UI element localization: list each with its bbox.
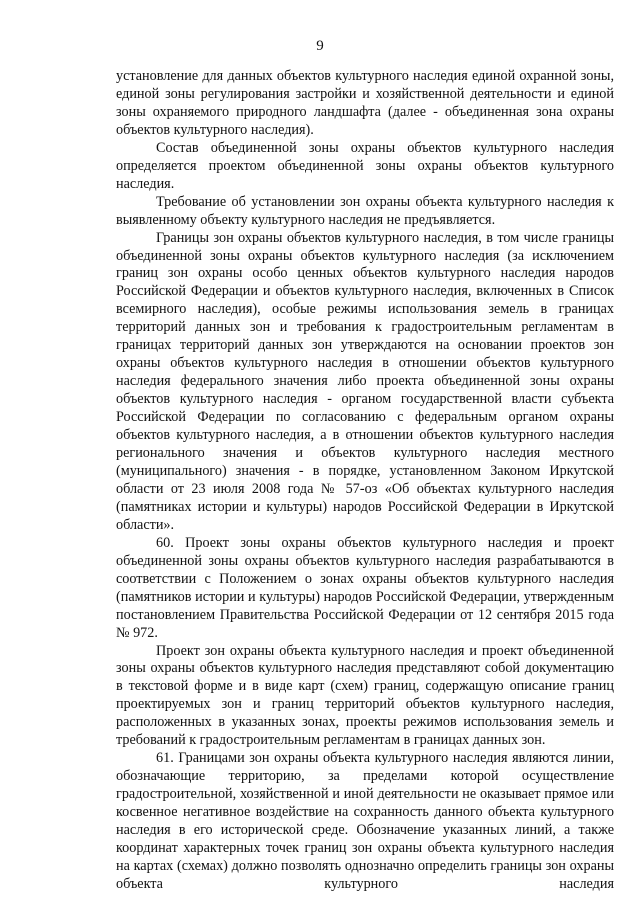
paragraph-61: 61. Границами зон охраны объекта культурного наследия являются линии, обозначающие территорию, за пределами которой осуществление градостроительной, хозяйственной и иной деятельности не оказывает прямое или косвенное негативное воздействие на сохранность данного объекта культурного наследия в его исторической среде. Обозначение указанных линий, а также координат характерных точек границ зон охраны объекта культурного наследия на картах (схемах) должно позволять однозначно определить границы зон охраны объекта культурного наследия xyxy=(116,750,614,892)
page-number: 9 xyxy=(316,38,324,54)
paragraph-60: 60. Проект зоны охраны объектов культурного наследия и проект объединенной зоны охраны объектов культурного наследия разрабатываются в соответствии с Положением о зонах охраны объектов культурного наследия (памятников истории и культуры) народов Российской Федерации, утвержденным постановлением Правительства Российской Федерации от 12 сентября 2015 года № 972. xyxy=(116,534,614,641)
paragraph: Состав объединенной зоны охраны объектов культурного наследия определяется проектом объединенной зоны охраны объектов культурного наследия. xyxy=(116,139,614,192)
paragraph: Границы зон охраны объектов культурного наследия, в том числе границы объединенной зоны охраны объектов культурного наследия (за исключением границ зон охраны особо ценных объектов культурного наследия народов Российской Федерации и объектов культурного наследия, включенных в Список всемирного наследия), особые режимы использования земель в границах территорий данных зон и требования к градостроительным регламентам в границах территорий данных зон утверждаются на основании проектов зон охраны объектов культурного наследия в отношении объектов культурного наследия федерального значения либо проекта объединенной зоны охраны объектов культурного наследия - органом государственной власти субъекта Российской Федерации по согласованию с федеральным органом охраны объектов культурного наследия, а в отношении объектов культурного наследия регионального значения и объектов культурного наследия местного (муниципального) значения - в порядке, установленном Законом Иркутской области от 23 июля 2008 года № 57-оз «Об объектах культурного наследия (памятниках истории и культуры) народов Российской Федерации в Иркутской области». xyxy=(116,229,614,533)
paragraph: Проект зон охраны объекта культурного наследия и проект объединенной зоны охраны объектов культурного наследия представляют собой документацию в текстовой форме и в виде карт (схем) границ, содержащую описание границ проектируемых зон и границ территорий объектов культурного наследия, расположенных в указанных зонах, проекты режимов использования земель и требований к градостроительным регламентам в границах данных зон. xyxy=(116,642,614,749)
paragraph-continuation: установление для данных объектов культурного наследия единой охранной зоны, единой зоны регулирования застройки и хозяйственной деятельности и единой зоны охраняемого природного ландшафта (далее - объединенная зона охраны объектов культурного наследия). xyxy=(116,68,614,138)
document-body xyxy=(116,68,614,894)
paragraph: Требование об установлении зон охраны объекта культурного наследия к выявленному объекту культурного наследия не предъявляется. xyxy=(116,193,614,228)
